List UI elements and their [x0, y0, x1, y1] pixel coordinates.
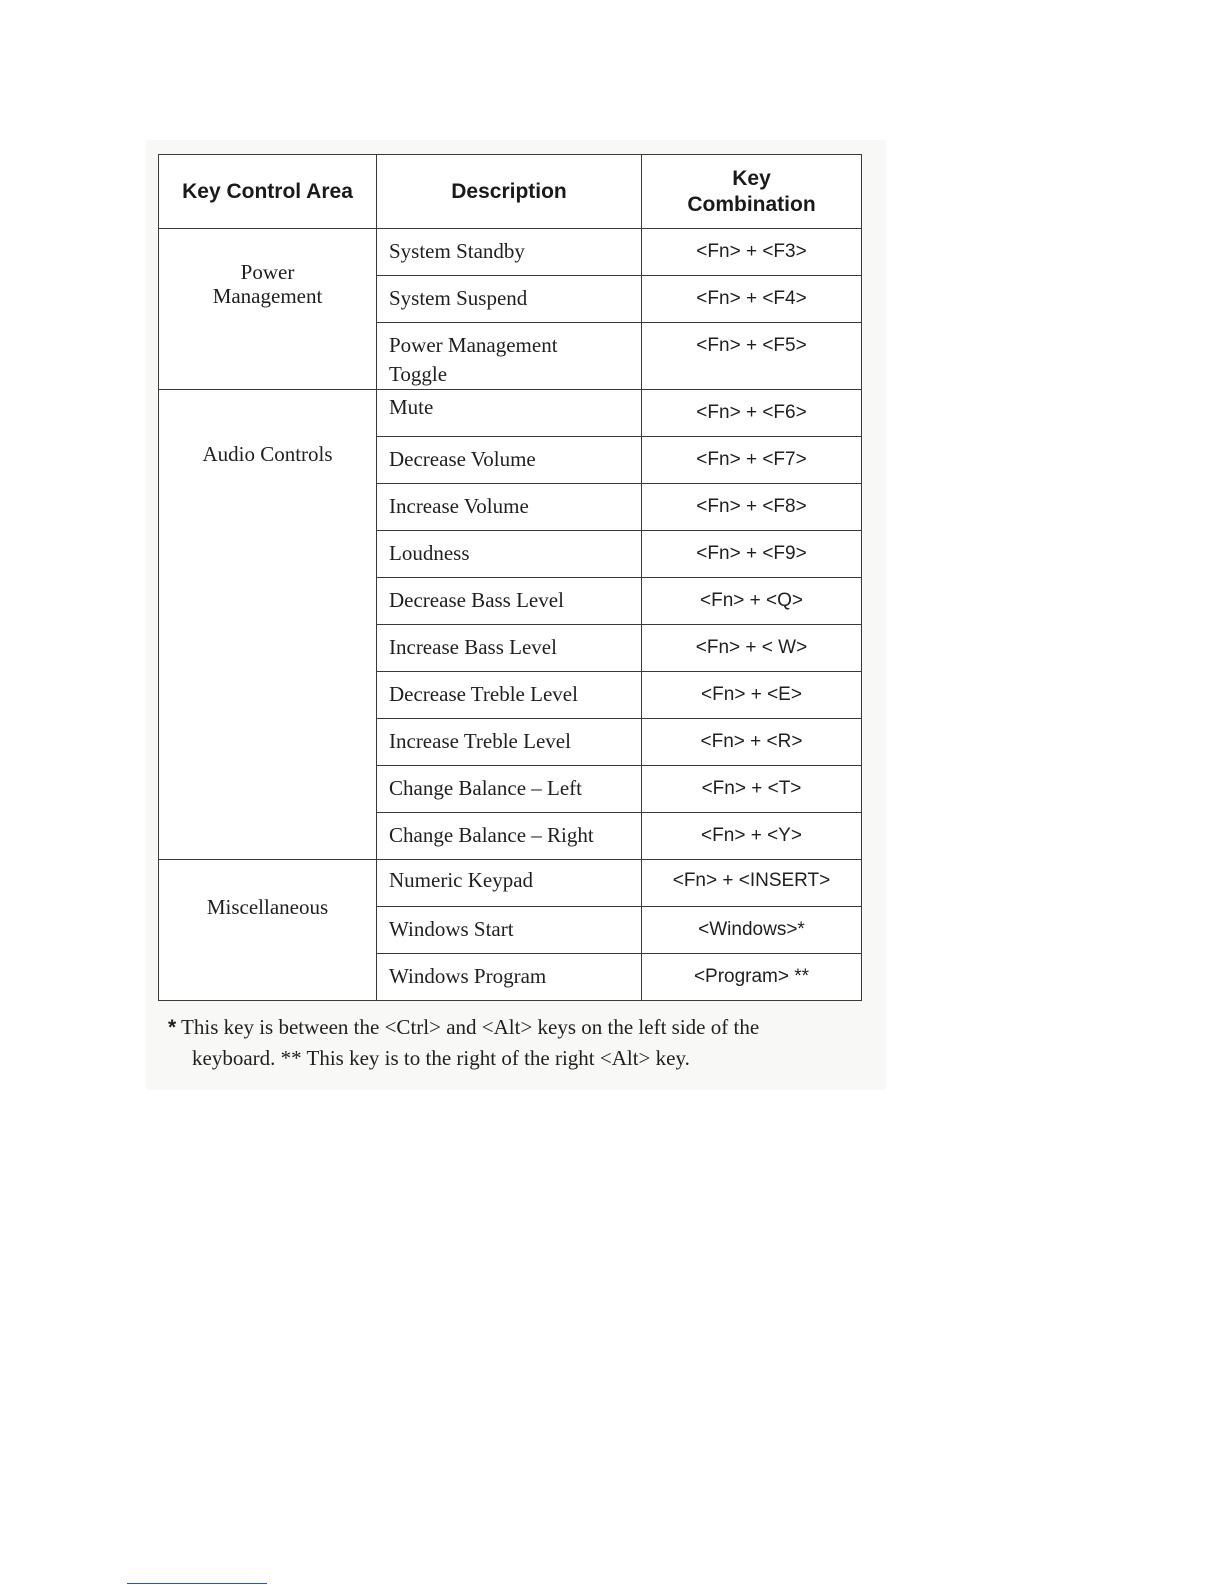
description-cell: System Standby: [377, 229, 642, 276]
description-cell: Mute: [377, 390, 642, 437]
area-label: Power Management: [212, 260, 323, 308]
footnote: [168, 1012, 858, 1074]
description-cell: Power Management Toggle: [377, 323, 642, 390]
description-cell: Loudness: [377, 531, 642, 578]
description-cell: Numeric Keypad: [377, 860, 642, 907]
description-cell: Increase Bass Level: [377, 625, 642, 672]
footnote-line-1: [168, 1012, 858, 1043]
page-bottom-rule: [127, 1583, 267, 1584]
key-combination-table: [158, 154, 862, 1001]
combination-cell: <Fn> + <T>: [642, 766, 862, 813]
table-row: [159, 229, 862, 276]
header-key-control-area: Key Control Area: [159, 155, 377, 229]
footnote-asterisk: *: [168, 1016, 177, 1039]
description-cell: Change Balance – Left: [377, 766, 642, 813]
description-cell: Decrease Treble Level: [377, 672, 642, 719]
table-row: [159, 860, 862, 907]
table-header-row: [159, 155, 862, 229]
combination-cell: <Fn> + <F8>: [642, 484, 862, 531]
table-row: [159, 390, 862, 437]
combination-cell: <Fn> + <F5>: [642, 323, 862, 390]
combination-cell: <Fn> + <F9>: [642, 531, 862, 578]
description-cell: Increase Treble Level: [377, 719, 642, 766]
footnote-line-2: keyboard. ** This key is to the right of the right <Alt> key.: [192, 1046, 690, 1070]
area-label: Miscellaneous: [206, 895, 329, 919]
combination-cell: <Fn> + < W>: [642, 625, 862, 672]
combination-cell: <Program> **: [642, 954, 862, 1001]
area-cell-power-management: [159, 229, 377, 390]
combination-cell: <Fn> + <R>: [642, 719, 862, 766]
description-cell: Windows Program: [377, 954, 642, 1001]
combination-cell: <Windows>*: [642, 907, 862, 954]
area-cell-miscellaneous: [159, 860, 377, 1001]
combination-cell: <Fn> + <F6>: [642, 390, 862, 437]
description-cell: Decrease Bass Level: [377, 578, 642, 625]
description-cell: System Suspend: [377, 276, 642, 323]
description-cell: Increase Volume: [377, 484, 642, 531]
combination-cell: <Fn> + <Q>: [642, 578, 862, 625]
combination-cell: <Fn> + <E>: [642, 672, 862, 719]
description-cell: Change Balance – Right: [377, 813, 642, 860]
area-label: Audio Controls: [202, 442, 333, 466]
footnote-line-1-text: This key is between the <Ctrl> and <Alt> keys on the left side of the: [176, 1015, 760, 1039]
combination-cell: <Fn> + <Y>: [642, 813, 862, 860]
combination-cell: <Fn> + <F7>: [642, 437, 862, 484]
combination-cell: <Fn> + <INSERT>: [642, 860, 862, 907]
area-cell-audio-controls: [159, 390, 377, 860]
description-cell: Decrease Volume: [377, 437, 642, 484]
header-key-combination: [642, 155, 862, 229]
description-cell: Windows Start: [377, 907, 642, 954]
header-key-combination-label: Key Combination: [687, 166, 816, 216]
combination-cell: <Fn> + <F4>: [642, 276, 862, 323]
header-description: Description: [377, 155, 642, 229]
combination-cell: <Fn> + <F3>: [642, 229, 862, 276]
